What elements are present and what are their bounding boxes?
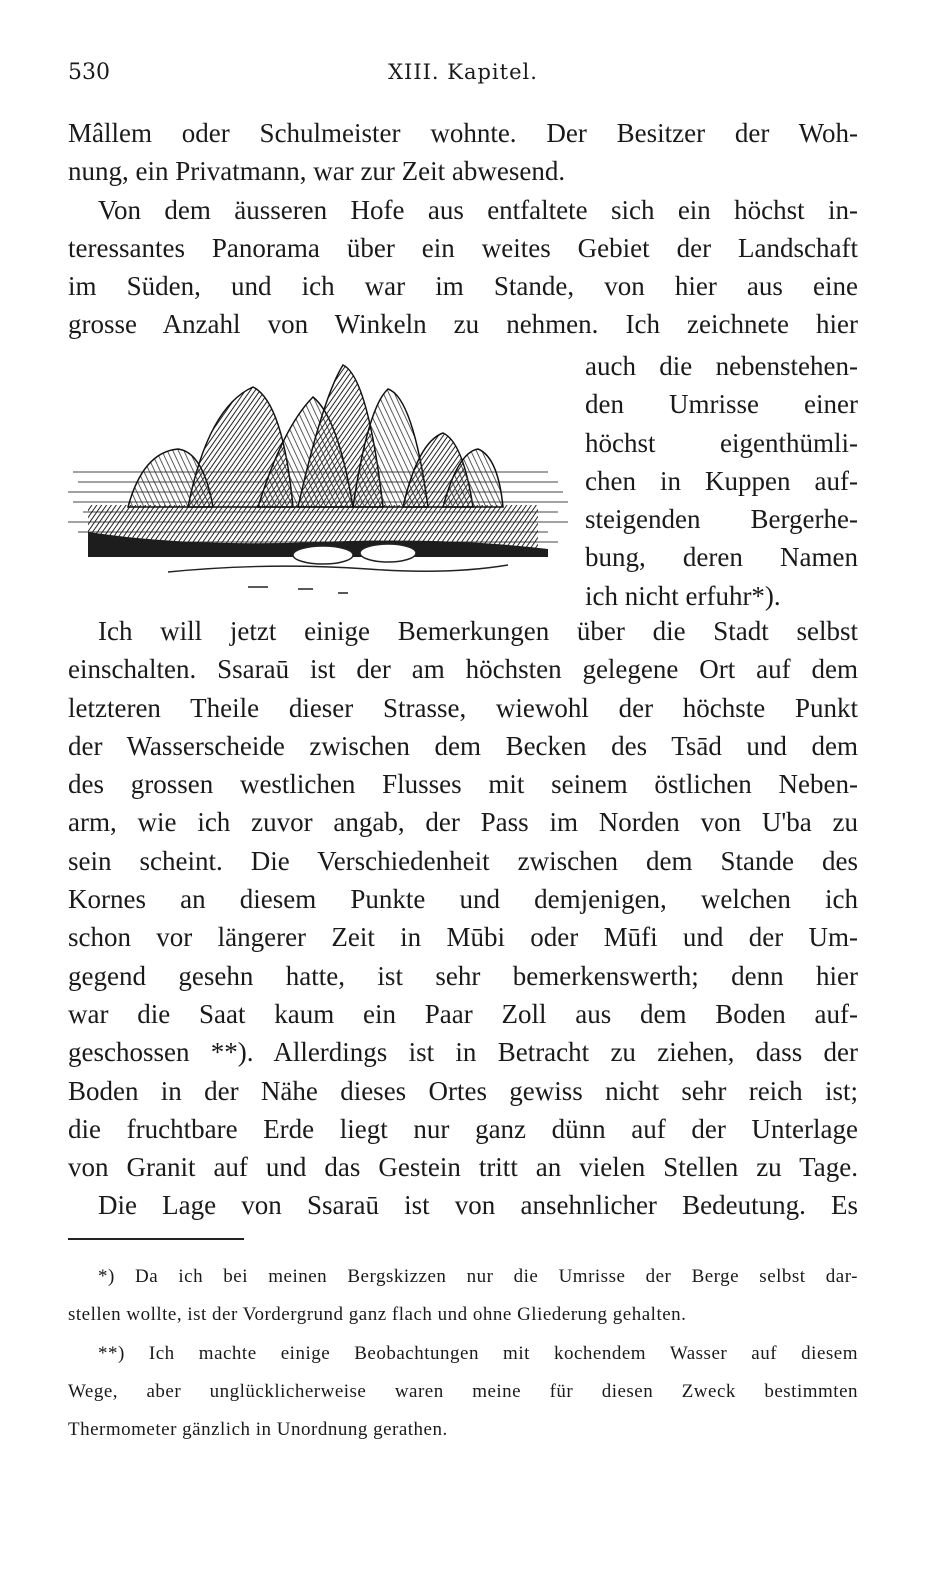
text-line: Mâllem oder Schulmeister wohnte. Der Besitzer der Woh-: [68, 118, 858, 148]
text-line: geschossen **). Allerdings ist in Betracht zu ziehen, dass der: [68, 1037, 858, 1068]
text-line: einschalten. Ssaraū ist der am höchsten gelegene Ort auf dem: [68, 654, 858, 685]
text-line: der Wasserscheide zwischen dem Becken des Tsād und dem: [68, 730, 858, 761]
text-line: von Granit auf und das Gestein tritt an vielen Stellen zu Tage.: [68, 1152, 858, 1183]
text-line: Die Lage von Ssaraū ist von ansehnlicher Bedeutung. Es: [98, 1190, 858, 1221]
mountain-engraving: [68, 357, 574, 615]
text-line: den Umrisse einer: [585, 389, 858, 420]
text-line: im Süden, und ich war im Stande, von hier aus eine: [68, 271, 858, 302]
text-line: steigenden Bergerhe-: [585, 504, 858, 535]
text-line: die fruchtbare Erde liegt nur ganz dünn auf der Unterlage: [68, 1113, 858, 1144]
running-head: XIII. Kapitel.: [388, 60, 538, 84]
text-line: gegend gesehn hatte, ist sehr bemerkenswerth; denn hier: [68, 960, 858, 991]
text-line: bung, deren Namen: [585, 542, 858, 573]
text-line: arm, wie ich zuvor angab, der Pass im Norden von U'ba zu: [68, 807, 858, 838]
text-line: grosse Anzahl von Winkeln zu nehmen. Ich zeichnete hier: [68, 309, 858, 340]
text-line: Von dem äusseren Hofe aus entfaltete sich ein höchst in-: [98, 194, 858, 225]
text-line: Ich will jetzt einige Bemerkungen über die Stadt selbst: [98, 616, 858, 646]
text-line: schon vor längerer Zeit in Mūbi oder Mūfi und der Um-: [68, 922, 858, 953]
text-line: höchst eigenthümli-: [585, 427, 858, 458]
footnote-line: stellen wollte, ist der Vordergrund ganz flach und ohne Gliederung gehalten.: [68, 1304, 687, 1326]
text-line: letzteren Theile dieser Strasse, wiewohl der höchste Punkt: [68, 692, 858, 723]
text-line: teressantes Panorama über ein weites Gebiet der Landschaft: [68, 232, 858, 263]
page-number: 530: [68, 60, 110, 85]
footnote-line: Wege, aber unglücklicherweise waren meine für diesen Zweck bestimmten: [68, 1380, 858, 1402]
text-line: Boden in der Nähe dieses Ortes gewiss nicht sehr reich ist;: [68, 1075, 858, 1106]
page-header: [68, 60, 858, 94]
text-line: nung, ein Privatmann, war zur Zeit abwesend.: [68, 156, 566, 187]
text-line: chen in Kuppen auf-: [585, 465, 858, 496]
text-line: war die Saat kaum ein Paar Zoll aus dem Boden auf-: [68, 998, 858, 1029]
text-line: sein scheint. Die Verschiedenheit zwischen dem Stande des: [68, 845, 858, 876]
footnote-line: *) Da ich bei meinen Bergskizzen nur die Umrisse der Berge selbst dar-: [98, 1266, 858, 1287]
text-line: auch die nebenstehen-: [585, 351, 858, 381]
body-text-bottom: [68, 612, 858, 1225]
footnote-rule: [68, 1238, 244, 1240]
text-line: des grossen westlichen Flusses mit seinem östlichen Neben-: [68, 769, 858, 800]
footnote-line: Thermometer gänzlich in Unordnung gerathen.: [68, 1419, 448, 1441]
footnotes: [68, 1262, 858, 1453]
body-text-top: [68, 114, 858, 344]
text-line: Kornes an diesem Punkte und demjenigen, welchen ich: [68, 884, 858, 915]
mountain-illustration: [68, 357, 574, 615]
footnote-line: **) Ich machte einige Beobachtungen mit kochendem Wasser auf diesem: [98, 1342, 858, 1364]
figure-side-text: [585, 347, 858, 615]
text-line: ich nicht erfuhr*).: [585, 580, 781, 611]
